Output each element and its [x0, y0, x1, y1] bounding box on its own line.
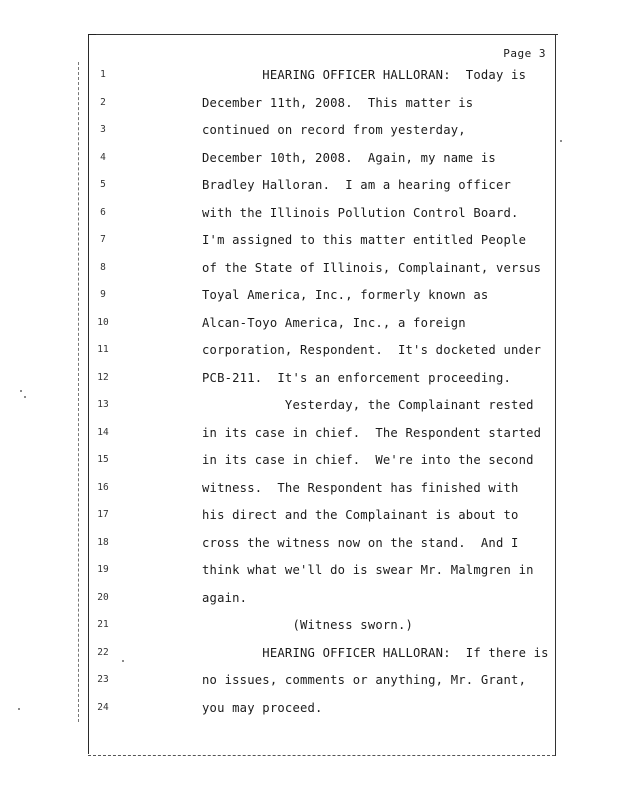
line-number: 2	[100, 96, 106, 108]
transcript-line: HEARING OFFICER HALLORAN: If there is	[202, 645, 549, 660]
line-number: 11	[97, 344, 109, 355]
line-number: 19	[97, 564, 109, 575]
line-number: 16	[97, 481, 109, 493]
transcript-line: his direct and the Complainant is about to	[202, 508, 519, 522]
transcript-line: I'm assigned to this matter entitled People	[202, 233, 527, 247]
line-number: 17	[97, 509, 109, 520]
transcript-text	[202, 67, 554, 727]
line-number: 6	[100, 206, 106, 218]
scan-speck	[18, 708, 20, 710]
line-number-column	[90, 67, 116, 727]
transcript-line: think what we'll do is swear Mr. Malmgren in	[202, 563, 534, 577]
line-number-margin-rule	[78, 62, 79, 722]
transcript-line: cross the witness now on the stand. And I	[202, 535, 519, 550]
transcript-line: corporation, Respondent. It's docketed under	[202, 343, 542, 357]
transcript-line: of the State of Illinois, Complainant, versus	[202, 260, 542, 275]
transcript-line: again.	[202, 590, 248, 605]
page-frame-bottom-border	[88, 755, 555, 756]
transcript-line: with the Illinois Pollution Control Board.	[202, 205, 519, 220]
line-number: 15	[97, 454, 109, 465]
line-number: 5	[100, 179, 106, 190]
line-number: 12	[97, 371, 109, 383]
transcript-line: continued on record from yesterday,	[202, 123, 466, 137]
scan-speck	[24, 396, 26, 398]
transcript-line: in its case in chief. We're into the second	[202, 453, 534, 467]
transcript-line: (Witness sworn.)	[202, 618, 414, 632]
page-frame-top-border	[88, 34, 558, 35]
transcript-line: Alcan-Toyo America, Inc., a foreign	[202, 315, 466, 330]
transcript-line: you may proceed.	[202, 700, 323, 715]
scan-speck	[560, 140, 562, 142]
line-number: 10	[97, 316, 109, 328]
scan-speck	[122, 660, 124, 662]
transcript-line: HEARING OFFICER HALLORAN: Today is	[202, 68, 527, 82]
line-number: 22	[97, 646, 109, 658]
page-number: Page 3	[503, 47, 546, 60]
line-number: 24	[97, 701, 109, 713]
transcript-line: no issues, comments or anything, Mr. Grant,	[202, 673, 527, 687]
line-number: 7	[100, 234, 106, 245]
line-number: 13	[97, 399, 109, 410]
scan-speck	[20, 390, 22, 392]
line-number: 21	[97, 619, 109, 630]
transcript-line: Bradley Halloran. I am a hearing officer	[202, 178, 512, 192]
line-number: 14	[97, 426, 109, 438]
line-number: 3	[100, 124, 106, 135]
line-number: 9	[100, 289, 106, 300]
transcript-line: December 11th, 2008. This matter is	[202, 95, 474, 110]
line-number: 23	[97, 674, 109, 685]
page-frame-corner-mark	[88, 34, 96, 35]
page-frame-right-border	[555, 34, 556, 756]
line-number: 20	[97, 591, 109, 603]
transcript-line: Toyal America, Inc., formerly known as	[202, 288, 489, 302]
page-frame-left-border	[88, 34, 89, 754]
line-number: 4	[100, 151, 106, 163]
line-number: 1	[100, 69, 106, 80]
transcript-line: December 10th, 2008. Again, my name is	[202, 150, 496, 165]
transcript-line: Yesterday, the Complainant rested	[202, 398, 534, 412]
line-number: 8	[100, 261, 106, 273]
line-number: 18	[97, 536, 109, 548]
transcript-line: PCB-211. It's an enforcement proceeding.	[202, 370, 512, 385]
transcript-line: witness. The Respondent has finished with	[202, 480, 519, 495]
transcript-line: in its case in chief. The Respondent started	[202, 425, 542, 440]
